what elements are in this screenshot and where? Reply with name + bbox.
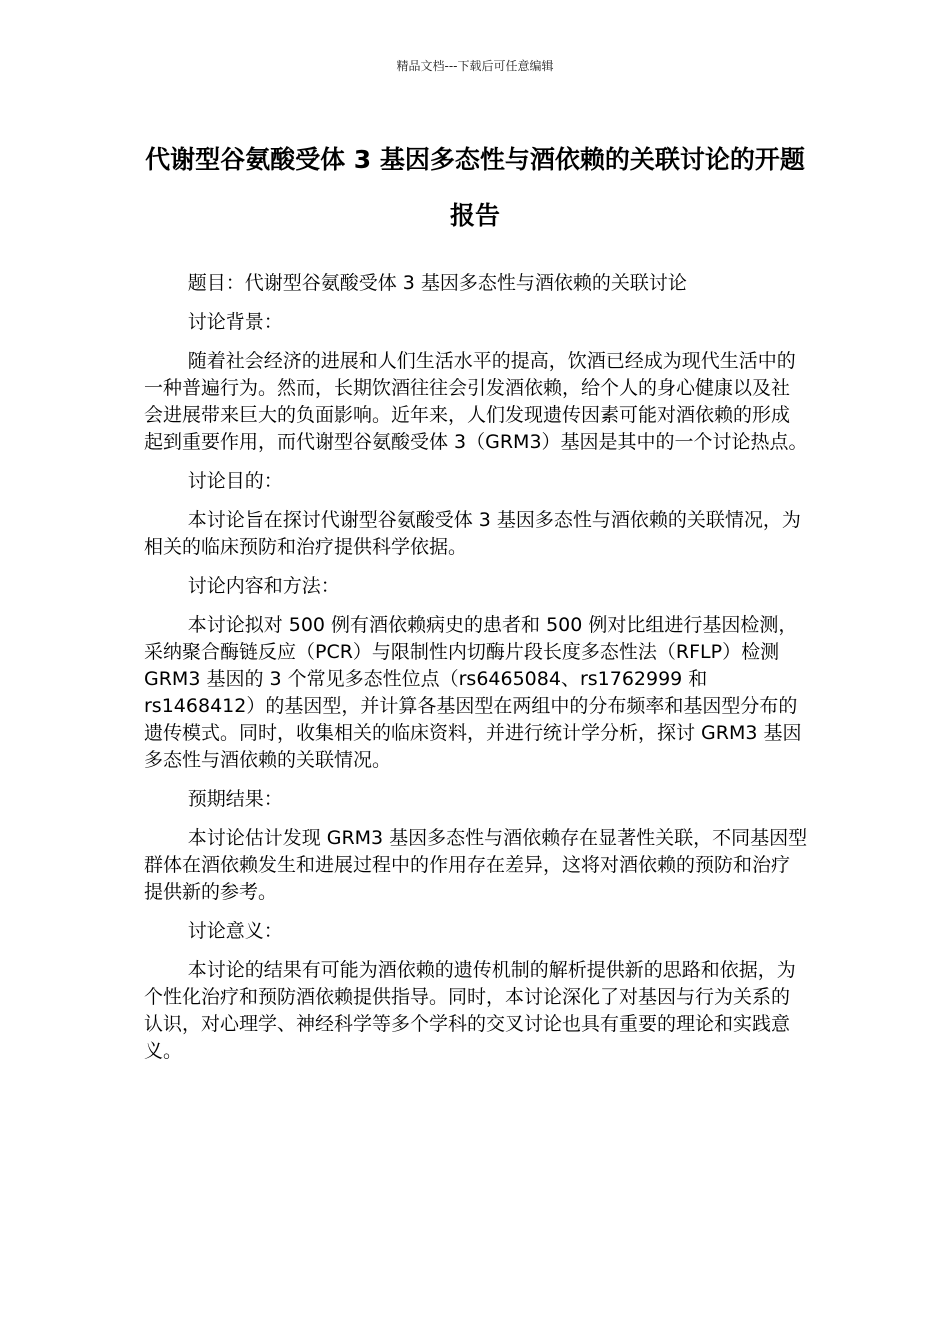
page-header: 精品文档---下载后可任意编辑 bbox=[396, 59, 554, 73]
significance-paragraph: 本讨论的结果有可能为酒依赖的遗传机制的解析提供新的思路和依据，为个性化治疗和预防酒依赖提供指导。同时，本讨论深化了对基因与行为关系的认识，对心理学、神经科学等多个学科的交叉讨论也具有重要的理论和实践意义。 bbox=[144, 959, 796, 1062]
background-heading: 讨论背景： bbox=[187, 311, 283, 333]
topic-line: 题目：代谢型谷氨酸受体 3 基因多态性与酒依赖的关联讨论 bbox=[187, 272, 687, 294]
document-body bbox=[144, 270, 808, 1077]
purpose-heading: 讨论目的： bbox=[187, 470, 283, 492]
purpose-paragraph: 本讨论旨在探讨代谢型谷氨酸受体 3 基因多态性与酒依赖的关联情况，为相关的临床预防和治疗提供科学依据。 bbox=[144, 509, 801, 558]
significance-heading: 讨论意义： bbox=[187, 920, 283, 942]
methods-heading: 讨论内容和方法： bbox=[187, 575, 340, 597]
methods-paragraph: 本讨论拟对 500 例有酒依赖病史的患者和 500 例对比组进行基因检测，采纳聚合酶链反应（PCR）与限制性内切酶片段长度多态性法（RFLP）检测 GRM3 基因的 3 个常见多态性位点（rs6465084、rs1762999 和 rs1468412）的基因型，并计算各基因型在两组中的分布频率和基因型分布的遗传模式。同时，收集相关的临床资料，并进行统计学分析，探讨 GRM3 基因多态性与酒依赖的关联情况。 bbox=[144, 614, 802, 771]
document-title: 代谢型谷氨酸受体 3 基因多态性与酒依赖的关联讨论的开题报告 bbox=[145, 145, 805, 230]
results-paragraph: 本讨论估计发现 GRM3 基因多态性与酒依赖存在显著性关联，不同基因型群体在酒依赖发生和进展过程中的作用存在差异，这将对酒依赖的预防和治疗提供新的参考。 bbox=[144, 827, 808, 903]
background-paragraph: 随着社会经济的进展和人们生活水平的提高，饮酒已经成为现代生活中的一种普遍行为。然而，长期饮酒往往会引发酒依赖，给个人的身心健康以及社会进展带来巨大的负面影响。近年来，人们发现遗传因素可能对酒依赖的形成起到重要作用，而代谢型谷氨酸受体 3（GRM3）基因是其中的一个讨论热点。 bbox=[144, 350, 808, 453]
results-heading: 预期结果： bbox=[187, 788, 283, 810]
